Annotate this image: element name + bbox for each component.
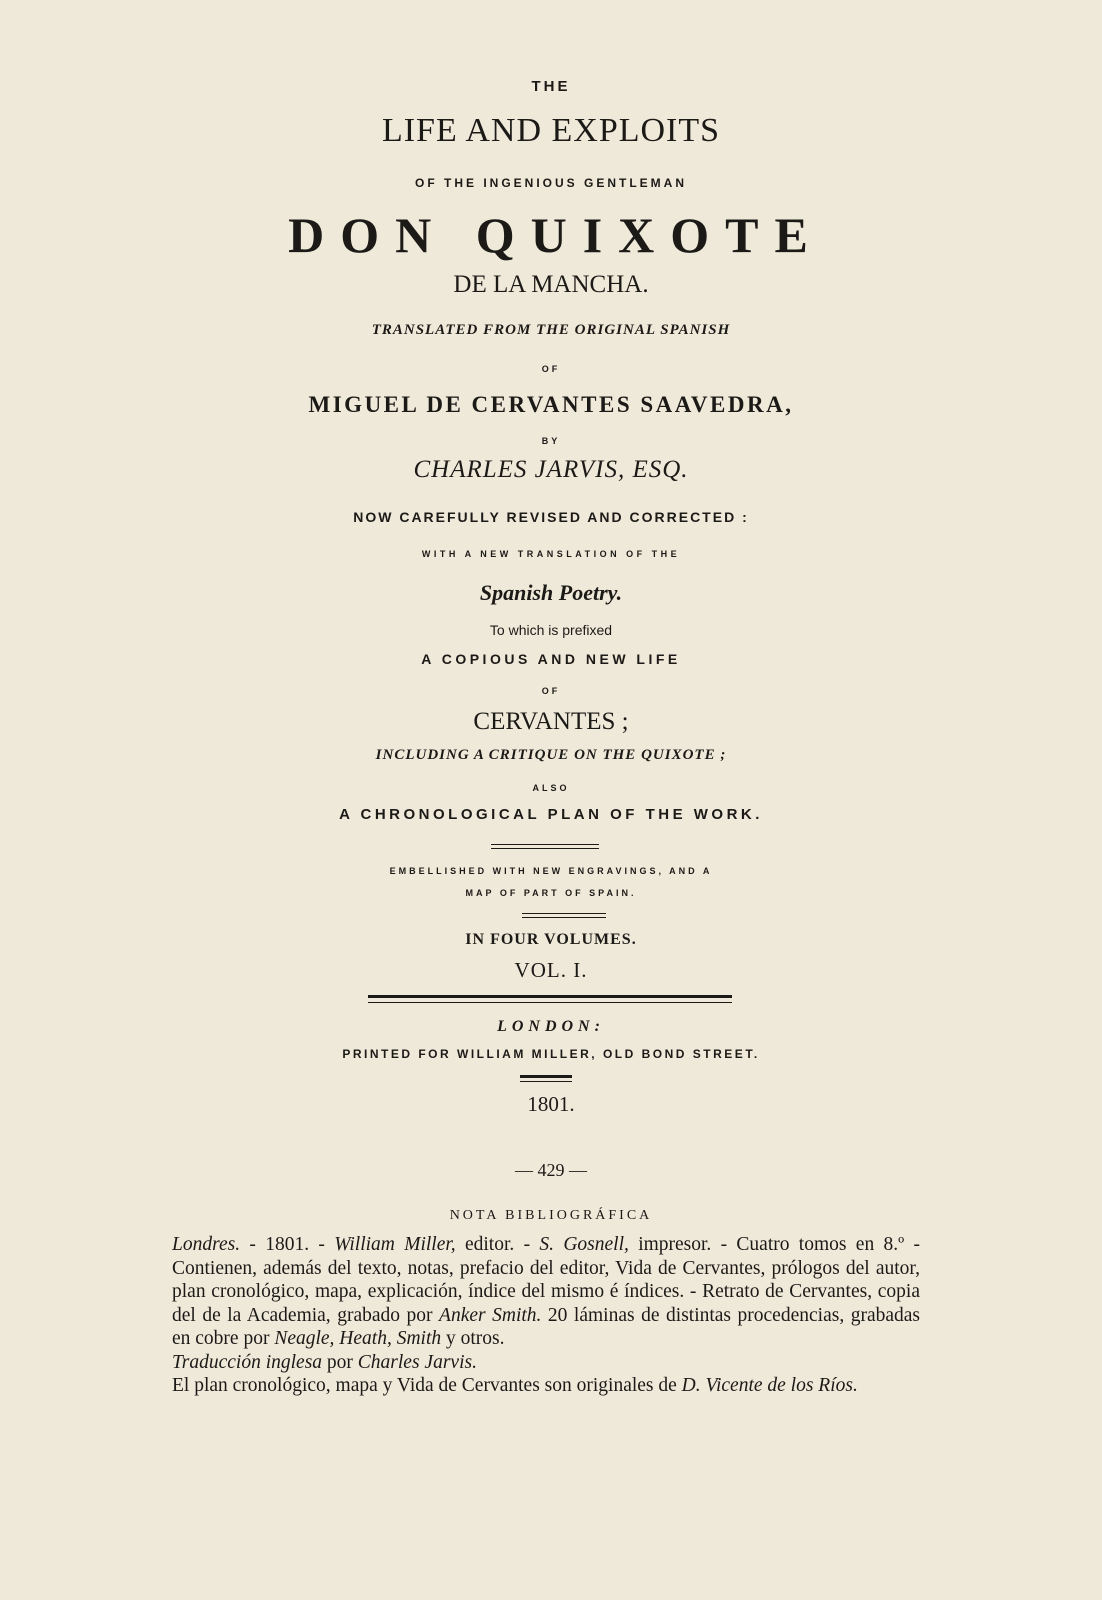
title-the: THE xyxy=(531,78,571,95)
also-line: ALSO xyxy=(532,783,570,793)
with-new-translation: WITH A NEW TRANSLATION OF THE xyxy=(421,549,681,559)
note-translator: Charles Jarvis. xyxy=(357,1351,477,1373)
publication-year: 1801. xyxy=(527,1092,575,1116)
map-line: MAP OF PART OF SPAIN. xyxy=(465,888,637,898)
note-place: Londres. xyxy=(172,1234,241,1255)
bibliographic-note xyxy=(172,1233,920,1398)
author-name: MIGUEL DE CERVANTES SAAVEDRA, xyxy=(308,392,794,417)
divider-2a xyxy=(522,913,606,914)
note-artists: Neagle, Heath, Smith xyxy=(274,1328,442,1349)
by-line: BY xyxy=(541,436,561,446)
london-line: LONDON: xyxy=(497,1018,605,1035)
main-title: LIFE AND EXPLOITS xyxy=(381,112,721,149)
spanish-poetry: Spanish Poetry. xyxy=(479,580,623,605)
copious-life: A COPIOUS AND NEW LIFE xyxy=(421,651,681,667)
note-paragraph-2 xyxy=(172,1351,920,1375)
de-la-mancha: DE LA MANCHA. xyxy=(453,271,649,298)
critique-line: INCLUDING A CRITIQUE ON THE QUIXOTE ; xyxy=(375,747,727,763)
divider-2b xyxy=(522,917,606,918)
chronological-plan: A CHRONOLOGICAL PLAN OF THE WORK. xyxy=(339,806,763,823)
note-author-rios: D. Vicente de los Ríos. xyxy=(681,1375,858,1396)
note-text: por xyxy=(322,1351,358,1373)
note-printer: S. Gosnell, xyxy=(539,1234,629,1255)
note-paragraph-1 xyxy=(172,1233,920,1351)
note-engraver: Anker Smith. xyxy=(439,1304,542,1326)
note-paragraph-3 xyxy=(172,1374,920,1398)
translator-name: CHARLES JARVIS, ESQ. xyxy=(413,456,689,483)
note-text: - 1801. - xyxy=(240,1234,335,1255)
of-line-1: OF xyxy=(541,364,561,374)
revised-line: NOW CAREFULLY REVISED AND CORRECTED : xyxy=(353,509,749,525)
printed-for: PRINTED FOR WILLIAM MILLER, OLD BOND STREET. xyxy=(342,1047,760,1061)
divider-1b xyxy=(491,848,599,849)
page-number: — 429 — xyxy=(515,1160,587,1180)
divider-3b xyxy=(368,1002,732,1003)
four-volumes: IN FOUR VOLUMES. xyxy=(465,931,637,948)
volume-number: VOL. I. xyxy=(514,958,588,982)
don-quixote-title: DON QUIXOTE xyxy=(288,207,824,263)
note-text: El plan cronológico, mapa y Vida de Cervantes son originales de xyxy=(172,1375,682,1396)
divider-1a xyxy=(491,844,599,845)
translated-from: TRANSLATED FROM THE ORIGINAL SPANISH xyxy=(371,322,731,338)
divider-4b xyxy=(520,1081,572,1082)
note-text: impresor. - Cuatro tomos en 8.º - Contienen, además del texto, notas, prefacio del editor, Vida de Cervantes, prólogos del autor, plan cronológico, mapa, explicación, índice del mismo é índices. - Retrato de Cervantes, copia del de la Academia, grabado por xyxy=(172,1234,920,1326)
note-heading: NOTA BIBLIOGRÁFICA xyxy=(449,1208,653,1223)
note-text: 20 láminas de distintas procedencias, grabadas en cobre por xyxy=(172,1304,921,1349)
embellished-line: EMBELLISHED WITH NEW ENGRAVINGS, AND A xyxy=(389,866,713,876)
cervantes-name: CERVANTES ; xyxy=(473,708,629,735)
subtitle-gentleman: OF THE INGENIOUS GENTLEMAN xyxy=(414,176,687,190)
note-editor: William Miller, xyxy=(334,1234,456,1255)
of-line-2: OF xyxy=(541,686,561,696)
note-text: y otros. xyxy=(441,1328,505,1349)
note-text: editor. - xyxy=(455,1234,540,1255)
note-translation: Traducción inglesa xyxy=(172,1351,323,1373)
divider-3a xyxy=(368,995,732,998)
divider-4a xyxy=(520,1075,572,1078)
prefixed-line: To which is prefixed xyxy=(489,622,613,638)
